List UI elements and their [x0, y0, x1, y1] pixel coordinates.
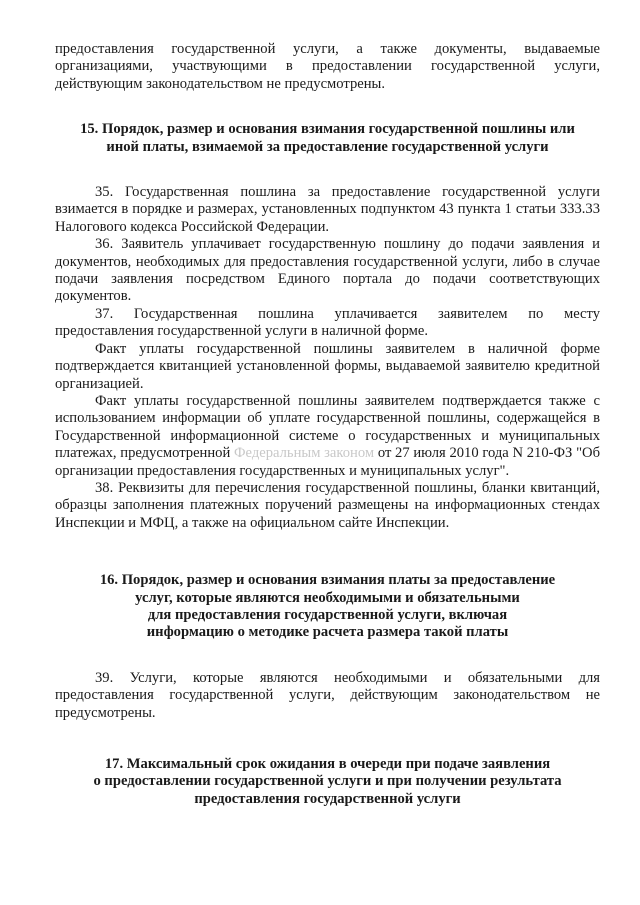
section-17-heading-line-3: предоставления государственной услуги — [194, 790, 461, 807]
section-17-heading-line-1: 17. Максимальный срок ожидания в очереди при подаче заявления — [104, 756, 551, 772]
paragraph-38: 38. Реквизиты для перечисления государственной пошлины, бланки квитанций, образцы заполнения платежных поручений размещены на информационных стендах Инспекции и МФЦ, а также на официальном сайте Инспекции. — [55, 479, 600, 531]
section-17-heading-line-2: о предоставлении государственной услуги и при получении результата — [93, 773, 562, 790]
section-16-heading-line-1: 16. Порядок, размер и основания взимания платы за предоставление — [99, 572, 556, 589]
section-16-heading-line-2: услуг, которые являются необходимыми и обязательными — [135, 589, 520, 606]
paragraph-39: 39. Услуги, которые являются необходимыми и обязательными для предоставления государственной услуги, действующим законодательством не предусмотрены. — [55, 669, 600, 721]
paragraph-35: 35. Государственная пошлина за предоставление государственной услуги взимается в порядке и размерах, установленных подпунктом 43 пункта 1 статьи 333.33 Налогового кодекса Российской Федерации. — [55, 184, 600, 235]
section-17-heading — [55, 756, 600, 808]
paragraph-37: 37. Государственная пошлина уплачивается заявителем по месту предоставления государственной услуги в наличной форме. — [55, 305, 600, 340]
paragraph-continuation: предоставления государственной услуги, а также документы, выдаваемые организациями, участвующими в предоставлении государственной услуги, действующим законодательством не предусмотрены. — [55, 41, 600, 92]
section-16-heading-line-4: информацию о методике расчета размера такой платы — [146, 624, 509, 641]
section-15-heading-line-1: 15. Порядок, размер и основания взимания государственной пошлины или — [80, 121, 575, 138]
paragraph-fact-cash: Факт уплаты государственной пошлины заявителем в наличной форме подтверждается квитанцией установленной формы, выдаваемой заявителю кредитной организацией. — [55, 340, 600, 392]
section-16-heading — [55, 572, 600, 642]
section-15-heading-line-2: иной платы, взимаемой за предоставление государственной услуги — [106, 138, 549, 155]
paragraph-fact-gis — [55, 393, 600, 480]
paragraph-fact-gis-end: от 27 июля 2010 года N 210-ФЗ "Об организации предоставления государственных и муниципальных услуг". — [55, 445, 600, 479]
paragraph-36: 36. Заявитель уплачивает государственную пошлину до подачи заявления и документов, необходимых для предоставления государственной услуги, либо в случае подачи заявления посредством Единого портала до подачи соответствующих документов. — [55, 236, 600, 305]
section-16-heading-line-3: для предоставления государственной услуги, включая — [147, 606, 508, 623]
federal-law-link[interactable]: Федеральным законом — [234, 445, 375, 462]
section-15-heading — [55, 121, 600, 156]
paragraph-fact-gis-start: Факт уплаты государственной пошлины заявителем подтверждается также с использованием информации об уплате государственной пошлины, содержащейся в Государственной информационной системе о государственных и муниципальных платежах, предусмотренной — [55, 392, 600, 462]
